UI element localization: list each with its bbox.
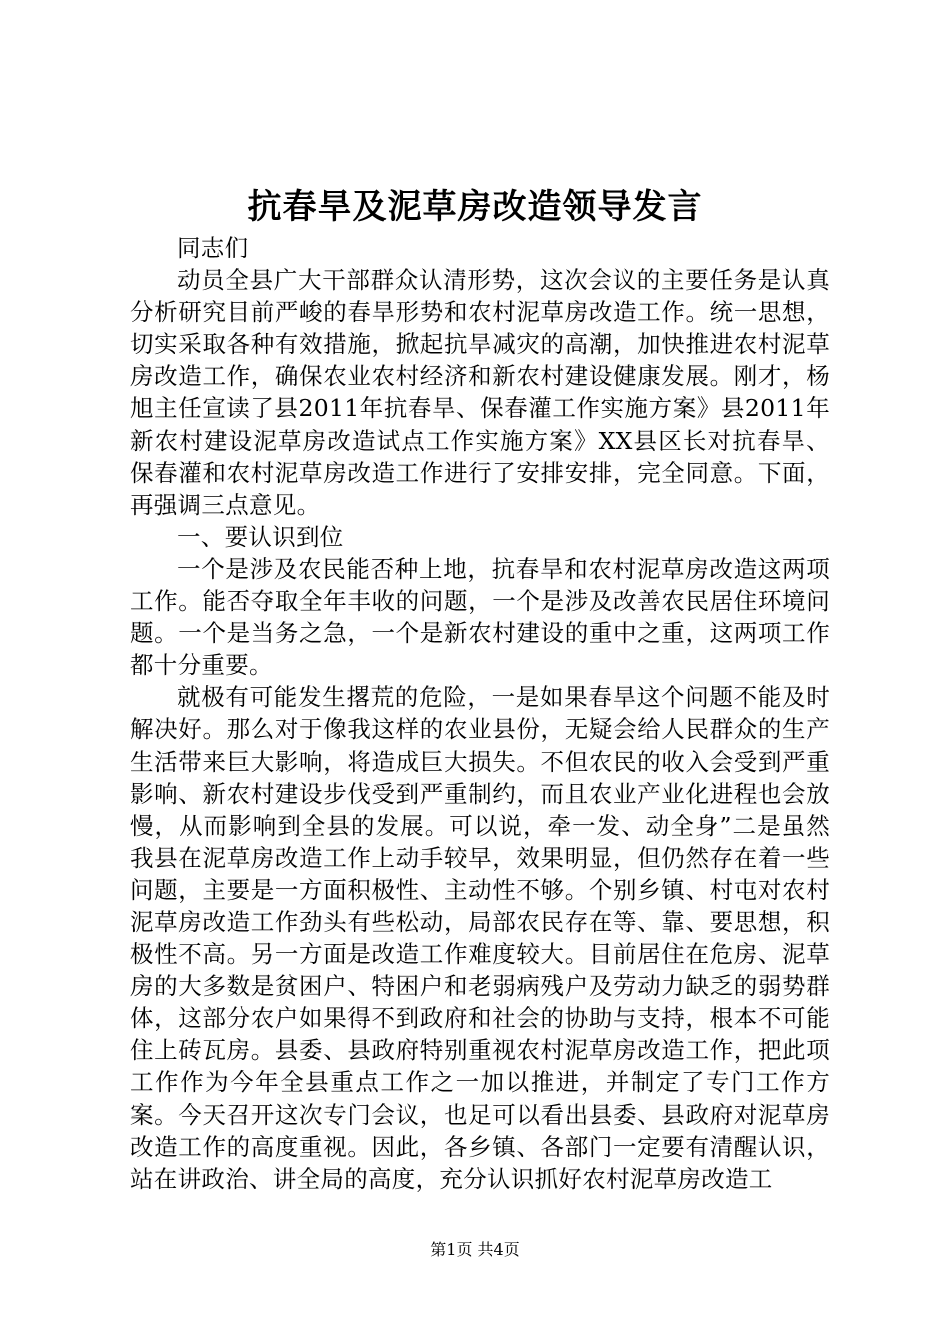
document-body bbox=[130, 232, 830, 1195]
page-footer: 第1页 共4页 bbox=[430, 1240, 520, 1259]
intro-paragraph: 动员全县广大干部群众认清形势，这次会议的主要任务是认真分析研究目前严峻的春旱形势和农村泥草房改造工作。统一思想，切实采取各种有效措施，掀起抗旱减灾的高潮，加快推进农村泥草房改造工作，确保农业农村经济和新农村建设健康发展。刚才，杨旭主任宣读了县2011年抗春旱、保春灌工作实施方案》县2011年新农村建设泥草房改造试点工作实施方案》XX县区长对抗春旱、保春灌和农村泥草房改造工作进行了安排安排，完全同意。下面，再强调三点意见。 bbox=[130, 266, 830, 519]
salutation-paragraph: 同志们 bbox=[177, 234, 249, 262]
section-heading: 一、要认识到位 bbox=[177, 522, 344, 551]
body-paragraph: 就极有可能发生撂荒的危险，一是如果春旱这个问题不能及时解决好。那么对于像我这样的农业县份，无疑会给人民群众的生产生活带来巨大影响，将造成巨大损失。不但农民的收入会受到严重影响、新农村建设步伐受到严重制约，而且农业产业化进程也会放慢，从而影响到全县的发展。可以说，牵一发、动全身”二是虽然我县在泥草房改造工作上动手较早，效果明显，但仍然存在着一些问题，主要是一方面积极性、主动性不够。个别乡镇、村屯对农村泥草房改造工作劲头有些松动，局部农民存在等、靠、要思想，积极性不高。另一方面是改造工作难度较大。目前居住在危房、泥草房的大多数是贫困户、特困户和老弱病残户及劳动力缺乏的弱势群体，这部分农户如果得不到政府和社会的协助与支持，根本不可能住上砖瓦房。县委、县政府特别重视农村泥草房改造工作，把此项工作作为今年全县重点工作之一加以推进，并制定了专门工作方案。今天召开这次专门会议，也足可以看出县委、县政府对泥草房改造工作的高度重视。因此，各乡镇、各部门一定要有清醒认识，站在讲政治、讲全局的高度，充分认识抓好农村泥草房改造工 bbox=[130, 683, 830, 1193]
document-title: 抗春旱及泥草房改造领导发言 bbox=[247, 187, 703, 227]
body-paragraph: 一个是涉及农民能否种上地，抗春旱和农村泥草房改造这两项工作。能否夺取全年丰收的问题，一个是涉及改善农民居住环境问题。一个是当务之急，一个是新农村建设的重中之重，这两项工作都十分重要。 bbox=[130, 554, 830, 680]
